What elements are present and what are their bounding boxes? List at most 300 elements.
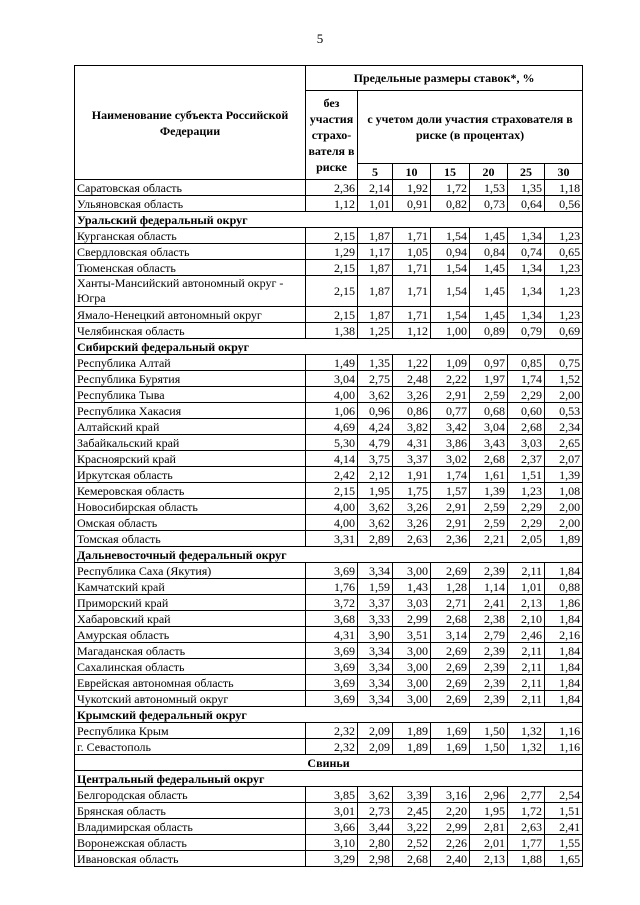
- rate-percent-30: 2,07: [545, 451, 583, 467]
- rate-percent-5: 1,01: [358, 196, 393, 212]
- rate-percent-5: 1,87: [358, 260, 393, 276]
- rate-percent-15: 1,57: [431, 483, 470, 499]
- header-percent-30: 30: [545, 164, 583, 180]
- rate-without-participation: 3,01: [306, 803, 358, 819]
- rate-percent-25: 2,29: [508, 387, 545, 403]
- rate-percent-25: 2,29: [508, 515, 545, 531]
- rate-without-participation: 3,04: [306, 371, 358, 387]
- rate-percent-10: 3,51: [393, 627, 431, 643]
- rate-percent-25: 1,77: [508, 835, 545, 851]
- rate-percent-30: 0,88: [545, 579, 583, 595]
- region-name: Свердловская область: [75, 244, 306, 260]
- rate-percent-20: 2,81: [470, 819, 508, 835]
- rate-percent-20: 1,45: [470, 307, 508, 323]
- rate-percent-15: 2,20: [431, 803, 470, 819]
- rate-without-participation: 1,29: [306, 244, 358, 260]
- rate-without-participation: 1,12: [306, 196, 358, 212]
- rate-percent-25: 2,77: [508, 787, 545, 803]
- rate-percent-30: 2,54: [545, 787, 583, 803]
- rate-percent-20: 2,39: [470, 691, 508, 707]
- rate-without-participation: 3,85: [306, 787, 358, 803]
- table-header: [75, 66, 583, 180]
- rate-percent-10: 2,48: [393, 371, 431, 387]
- table-row: [75, 787, 583, 803]
- table-row: [75, 483, 583, 499]
- rate-without-participation: 3,69: [306, 675, 358, 691]
- rate-percent-20: 2,79: [470, 627, 508, 643]
- rate-percent-5: 2,09: [358, 723, 393, 739]
- region-name: Омская область: [75, 515, 306, 531]
- rate-percent-10: 4,31: [393, 435, 431, 451]
- rate-percent-15: 1,72: [431, 180, 470, 196]
- rate-percent-25: 1,32: [508, 723, 545, 739]
- region-name: Курганская область: [75, 228, 306, 244]
- rate-without-participation: 3,66: [306, 819, 358, 835]
- rate-percent-10: 2,63: [393, 531, 431, 547]
- region-name: Хабаровский край: [75, 611, 306, 627]
- rate-percent-5: 3,44: [358, 819, 393, 835]
- rate-percent-30: 2,41: [545, 819, 583, 835]
- rate-percent-30: 1,86: [545, 595, 583, 611]
- rate-percent-10: 3,37: [393, 451, 431, 467]
- rate-without-participation: 3,69: [306, 643, 358, 659]
- table-row: [75, 451, 583, 467]
- rate-percent-20: 1,45: [470, 276, 508, 307]
- rate-without-participation: 3,29: [306, 851, 358, 867]
- rate-percent-20: 2,39: [470, 659, 508, 675]
- rate-percent-10: 1,43: [393, 579, 431, 595]
- rate-percent-5: 2,09: [358, 739, 393, 755]
- rate-without-participation: 2,15: [306, 307, 358, 323]
- rate-percent-20: 2,59: [470, 499, 508, 515]
- header-percent-20: 20: [470, 164, 508, 180]
- rate-percent-15: 1,54: [431, 260, 470, 276]
- rate-percent-5: 3,90: [358, 627, 393, 643]
- region-name: Красноярский край: [75, 451, 306, 467]
- rate-percent-10: 1,91: [393, 467, 431, 483]
- rate-without-participation: 2,15: [306, 483, 358, 499]
- header-percent-25: 25: [508, 164, 545, 180]
- rate-percent-5: 1,59: [358, 579, 393, 595]
- rate-percent-5: 2,80: [358, 835, 393, 851]
- rate-percent-15: 2,99: [431, 819, 470, 835]
- rate-percent-10: 3,26: [393, 387, 431, 403]
- rate-without-participation: 3,69: [306, 691, 358, 707]
- rate-percent-10: 3,26: [393, 499, 431, 515]
- rate-percent-15: 1,54: [431, 307, 470, 323]
- header-rate-limits: Предельные размеры ставок*, %: [306, 66, 583, 91]
- rate-without-participation: 1,49: [306, 355, 358, 371]
- rate-percent-25: 2,10: [508, 611, 545, 627]
- rate-percent-5: 2,12: [358, 467, 393, 483]
- rate-percent-10: 3,82: [393, 419, 431, 435]
- rate-without-participation: 4,14: [306, 451, 358, 467]
- rate-percent-5: 3,62: [358, 787, 393, 803]
- table-row: [75, 563, 583, 579]
- rate-percent-15: 0,82: [431, 196, 470, 212]
- rate-percent-10: 1,71: [393, 276, 431, 307]
- rate-without-participation: 1,76: [306, 579, 358, 595]
- rate-percent-30: 0,53: [545, 403, 583, 419]
- table-row: [75, 355, 583, 371]
- rate-percent-15: 2,71: [431, 595, 470, 611]
- header-percent-15: 15: [431, 164, 470, 180]
- rate-percent-20: 2,21: [470, 531, 508, 547]
- rate-without-participation: 2,32: [306, 723, 358, 739]
- table-row: [75, 835, 583, 851]
- rate-percent-20: 1,50: [470, 739, 508, 755]
- table-row: [75, 244, 583, 260]
- rate-percent-25: 2,11: [508, 563, 545, 579]
- region-name: Чукотский автономный округ: [75, 691, 306, 707]
- rate-percent-5: 1,35: [358, 355, 393, 371]
- rates-table: [74, 65, 583, 867]
- rate-percent-5: 3,62: [358, 515, 393, 531]
- rate-percent-30: 2,16: [545, 627, 583, 643]
- rate-percent-30: 1,65: [545, 851, 583, 867]
- rate-percent-15: 2,91: [431, 515, 470, 531]
- table-row: [75, 691, 583, 707]
- rate-percent-20: 1,53: [470, 180, 508, 196]
- rate-percent-25: 2,11: [508, 659, 545, 675]
- rate-percent-5: 1,17: [358, 244, 393, 260]
- rate-percent-5: 3,34: [358, 675, 393, 691]
- rate-percent-15: 0,77: [431, 403, 470, 419]
- rate-percent-15: 1,69: [431, 739, 470, 755]
- table-row: [75, 419, 583, 435]
- rate-percent-30: 1,51: [545, 803, 583, 819]
- rate-percent-30: 1,84: [545, 675, 583, 691]
- rate-percent-5: 2,89: [358, 531, 393, 547]
- rate-percent-5: 3,34: [358, 643, 393, 659]
- rate-percent-30: 1,84: [545, 611, 583, 627]
- rate-percent-30: 2,00: [545, 515, 583, 531]
- rate-percent-20: 2,68: [470, 451, 508, 467]
- rate-percent-25: 1,23: [508, 483, 545, 499]
- rate-percent-25: 2,37: [508, 451, 545, 467]
- region-name: Ульяновская область: [75, 196, 306, 212]
- rate-percent-10: 2,45: [393, 803, 431, 819]
- region-name: Ханты-Мансийский автономный округ - Югра: [75, 276, 306, 307]
- rate-percent-25: 1,32: [508, 739, 545, 755]
- table-row: [75, 276, 583, 307]
- district-row: [75, 339, 583, 355]
- region-name: Томская область: [75, 531, 306, 547]
- table-row: [75, 228, 583, 244]
- rate-percent-10: 2,68: [393, 851, 431, 867]
- region-name: Магаданская область: [75, 643, 306, 659]
- rate-percent-30: 1,84: [545, 643, 583, 659]
- rate-percent-30: 1,23: [545, 276, 583, 307]
- rate-percent-20: 1,45: [470, 260, 508, 276]
- rate-percent-20: 2,41: [470, 595, 508, 611]
- rate-percent-20: 3,04: [470, 419, 508, 435]
- region-name: Челябинская область: [75, 323, 306, 339]
- district-name: Сибирский федеральный округ: [75, 339, 583, 355]
- rate-percent-25: 1,34: [508, 307, 545, 323]
- rate-percent-25: 2,46: [508, 627, 545, 643]
- table-row: [75, 579, 583, 595]
- region-name: Приморский край: [75, 595, 306, 611]
- rate-percent-20: 1,50: [470, 723, 508, 739]
- rate-percent-20: 1,45: [470, 228, 508, 244]
- rate-percent-5: 3,62: [358, 499, 393, 515]
- rate-percent-20: 1,39: [470, 483, 508, 499]
- rate-percent-20: 1,14: [470, 579, 508, 595]
- rate-percent-20: 2,13: [470, 851, 508, 867]
- rate-percent-25: 1,34: [508, 260, 545, 276]
- header-with-participation: с учетом доли участия страхователя в риске (в процентах): [358, 91, 583, 164]
- rate-percent-15: 2,69: [431, 563, 470, 579]
- table-row: [75, 323, 583, 339]
- rate-percent-15: 3,42: [431, 419, 470, 435]
- rate-percent-20: 3,43: [470, 435, 508, 451]
- rate-without-participation: 4,00: [306, 387, 358, 403]
- region-name: Саратовская область: [75, 180, 306, 196]
- rate-percent-30: 1,39: [545, 467, 583, 483]
- rate-percent-10: 1,71: [393, 260, 431, 276]
- rate-percent-10: 1,12: [393, 323, 431, 339]
- rate-percent-10: 1,22: [393, 355, 431, 371]
- region-name: Владимирская область: [75, 819, 306, 835]
- rate-percent-15: 2,69: [431, 675, 470, 691]
- rate-percent-10: 3,00: [393, 691, 431, 707]
- rate-without-participation: 3,69: [306, 563, 358, 579]
- district-row: [75, 707, 583, 723]
- rate-percent-25: 2,05: [508, 531, 545, 547]
- rate-percent-15: 2,91: [431, 387, 470, 403]
- rate-percent-10: 3,39: [393, 787, 431, 803]
- rate-percent-10: 3,00: [393, 643, 431, 659]
- rate-percent-5: 3,62: [358, 387, 393, 403]
- rate-percent-25: 1,88: [508, 851, 545, 867]
- rate-without-participation: 1,38: [306, 323, 358, 339]
- rate-percent-10: 1,71: [393, 307, 431, 323]
- rate-without-participation: 2,15: [306, 260, 358, 276]
- table-row: [75, 531, 583, 547]
- rate-percent-30: 1,84: [545, 691, 583, 707]
- region-name: Тюменская область: [75, 260, 306, 276]
- rate-without-participation: 3,10: [306, 835, 358, 851]
- region-name: г. Севастополь: [75, 739, 306, 755]
- rate-percent-25: 0,74: [508, 244, 545, 260]
- rate-percent-25: 1,34: [508, 276, 545, 307]
- rate-percent-25: 2,13: [508, 595, 545, 611]
- district-row: [75, 771, 583, 787]
- rate-percent-10: 3,00: [393, 659, 431, 675]
- rate-percent-15: 1,74: [431, 467, 470, 483]
- header-percent-10: 10: [393, 164, 431, 180]
- table-row: [75, 387, 583, 403]
- rate-percent-15: 3,02: [431, 451, 470, 467]
- district-name: Крымский федеральный округ: [75, 707, 583, 723]
- rate-percent-15: 3,86: [431, 435, 470, 451]
- rate-without-participation: 2,32: [306, 739, 358, 755]
- rate-percent-30: 1,52: [545, 371, 583, 387]
- rate-percent-15: 1,69: [431, 723, 470, 739]
- rate-percent-10: 0,91: [393, 196, 431, 212]
- rate-without-participation: 2,36: [306, 180, 358, 196]
- rate-percent-25: 1,01: [508, 579, 545, 595]
- table-body: [75, 180, 583, 867]
- rate-percent-25: 1,35: [508, 180, 545, 196]
- rate-percent-30: 1,23: [545, 228, 583, 244]
- region-name: Республика Саха (Якутия): [75, 563, 306, 579]
- rate-percent-10: 3,03: [393, 595, 431, 611]
- region-name: Сахалинская область: [75, 659, 306, 675]
- rate-percent-5: 3,37: [358, 595, 393, 611]
- table-row: [75, 739, 583, 755]
- rate-percent-25: 0,79: [508, 323, 545, 339]
- rate-percent-5: 1,87: [358, 307, 393, 323]
- rate-percent-20: 0,89: [470, 323, 508, 339]
- rate-without-participation: 3,69: [306, 659, 358, 675]
- rate-percent-20: 0,73: [470, 196, 508, 212]
- rate-percent-10: 3,26: [393, 515, 431, 531]
- district-row: [75, 547, 583, 563]
- rate-percent-5: 2,98: [358, 851, 393, 867]
- table-row: [75, 515, 583, 531]
- rate-without-participation: 3,68: [306, 611, 358, 627]
- rate-without-participation: 3,72: [306, 595, 358, 611]
- rate-percent-5: 3,75: [358, 451, 393, 467]
- header-region-name: Наименование субъекта Российской Федерации: [75, 66, 306, 180]
- rate-percent-30: 1,84: [545, 563, 583, 579]
- rate-percent-5: 1,87: [358, 276, 393, 307]
- table-row: [75, 659, 583, 675]
- rate-percent-15: 2,68: [431, 611, 470, 627]
- rate-percent-25: 2,63: [508, 819, 545, 835]
- rate-percent-10: 3,22: [393, 819, 431, 835]
- rate-percent-5: 2,14: [358, 180, 393, 196]
- rate-without-participation: 4,00: [306, 515, 358, 531]
- rate-percent-30: 2,00: [545, 387, 583, 403]
- rate-percent-5: 1,95: [358, 483, 393, 499]
- region-name: Еврейская автономная область: [75, 675, 306, 691]
- rate-percent-5: 2,73: [358, 803, 393, 819]
- table-row: [75, 819, 583, 835]
- rate-percent-10: 1,92: [393, 180, 431, 196]
- region-name: Республика Тыва: [75, 387, 306, 403]
- rate-without-participation: 4,00: [306, 499, 358, 515]
- rate-without-participation: 1,06: [306, 403, 358, 419]
- rate-percent-15: 3,16: [431, 787, 470, 803]
- rate-percent-30: 1,23: [545, 307, 583, 323]
- rate-percent-15: 1,28: [431, 579, 470, 595]
- rate-percent-20: 0,84: [470, 244, 508, 260]
- rate-percent-30: 2,65: [545, 435, 583, 451]
- rate-percent-15: 1,09: [431, 355, 470, 371]
- rate-percent-10: 3,00: [393, 675, 431, 691]
- rate-percent-5: 3,34: [358, 563, 393, 579]
- rate-percent-25: 0,64: [508, 196, 545, 212]
- table-row: [75, 803, 583, 819]
- rate-without-participation: 4,31: [306, 627, 358, 643]
- rate-percent-25: 1,34: [508, 228, 545, 244]
- region-name: Республика Хакасия: [75, 403, 306, 419]
- rate-percent-20: 2,39: [470, 563, 508, 579]
- rate-percent-15: 2,40: [431, 851, 470, 867]
- region-name: Республика Бурятия: [75, 371, 306, 387]
- rate-percent-10: 1,75: [393, 483, 431, 499]
- rate-percent-15: 2,26: [431, 835, 470, 851]
- rate-without-participation: 5,30: [306, 435, 358, 451]
- table-row: [75, 403, 583, 419]
- rate-percent-5: 3,33: [358, 611, 393, 627]
- rate-percent-15: 0,94: [431, 244, 470, 260]
- table-row: [75, 627, 583, 643]
- region-name: Белгородская область: [75, 787, 306, 803]
- rate-percent-30: 2,34: [545, 419, 583, 435]
- rate-percent-5: 1,25: [358, 323, 393, 339]
- rate-without-participation: 2,15: [306, 228, 358, 244]
- rate-percent-20: 1,97: [470, 371, 508, 387]
- rate-percent-25: 3,03: [508, 435, 545, 451]
- rate-percent-10: 1,89: [393, 739, 431, 755]
- rate-percent-25: 1,51: [508, 467, 545, 483]
- rate-percent-10: 1,05: [393, 244, 431, 260]
- table-row: [75, 196, 583, 212]
- table-row: [75, 851, 583, 867]
- rate-percent-15: 2,69: [431, 691, 470, 707]
- region-name: Республика Алтай: [75, 355, 306, 371]
- table-row: [75, 723, 583, 739]
- rate-without-participation: 3,31: [306, 531, 358, 547]
- rate-percent-10: 0,86: [393, 403, 431, 419]
- table-row: [75, 643, 583, 659]
- region-name: Забайкальский край: [75, 435, 306, 451]
- rate-percent-25: 0,85: [508, 355, 545, 371]
- region-name: Воронежская область: [75, 835, 306, 851]
- section-name: Свиньи: [75, 755, 583, 771]
- rate-percent-30: 1,84: [545, 659, 583, 675]
- table-row: [75, 307, 583, 323]
- rate-percent-30: 1,55: [545, 835, 583, 851]
- rate-percent-10: 1,89: [393, 723, 431, 739]
- region-name: Ямало-Ненецкий автономный округ: [75, 307, 306, 323]
- rate-percent-15: 2,22: [431, 371, 470, 387]
- rate-percent-30: 1,08: [545, 483, 583, 499]
- rate-percent-20: 2,01: [470, 835, 508, 851]
- rate-percent-20: 0,68: [470, 403, 508, 419]
- rate-percent-10: 2,99: [393, 611, 431, 627]
- region-name: Амурская область: [75, 627, 306, 643]
- rate-percent-5: 2,75: [358, 371, 393, 387]
- rate-percent-30: 0,75: [545, 355, 583, 371]
- table-row: [75, 675, 583, 691]
- region-name: Ивановская область: [75, 851, 306, 867]
- rate-percent-20: 2,59: [470, 515, 508, 531]
- region-name: Кемеровская область: [75, 483, 306, 499]
- rate-percent-15: 1,54: [431, 228, 470, 244]
- table-row: [75, 435, 583, 451]
- rate-percent-20: 1,61: [470, 467, 508, 483]
- region-name: Алтайский край: [75, 419, 306, 435]
- rate-percent-15: 3,14: [431, 627, 470, 643]
- rate-percent-25: 2,11: [508, 643, 545, 659]
- table-row: [75, 467, 583, 483]
- rate-percent-20: 2,96: [470, 787, 508, 803]
- rate-percent-30: 1,23: [545, 260, 583, 276]
- page-number: 5: [316, 31, 324, 46]
- section-row: [75, 755, 583, 771]
- rate-percent-30: 2,00: [545, 499, 583, 515]
- rate-percent-15: 1,54: [431, 276, 470, 307]
- district-name: Центральный федеральный округ: [75, 771, 583, 787]
- rate-percent-5: 3,34: [358, 659, 393, 675]
- header-percent-5: 5: [358, 164, 393, 180]
- table-row: [75, 611, 583, 627]
